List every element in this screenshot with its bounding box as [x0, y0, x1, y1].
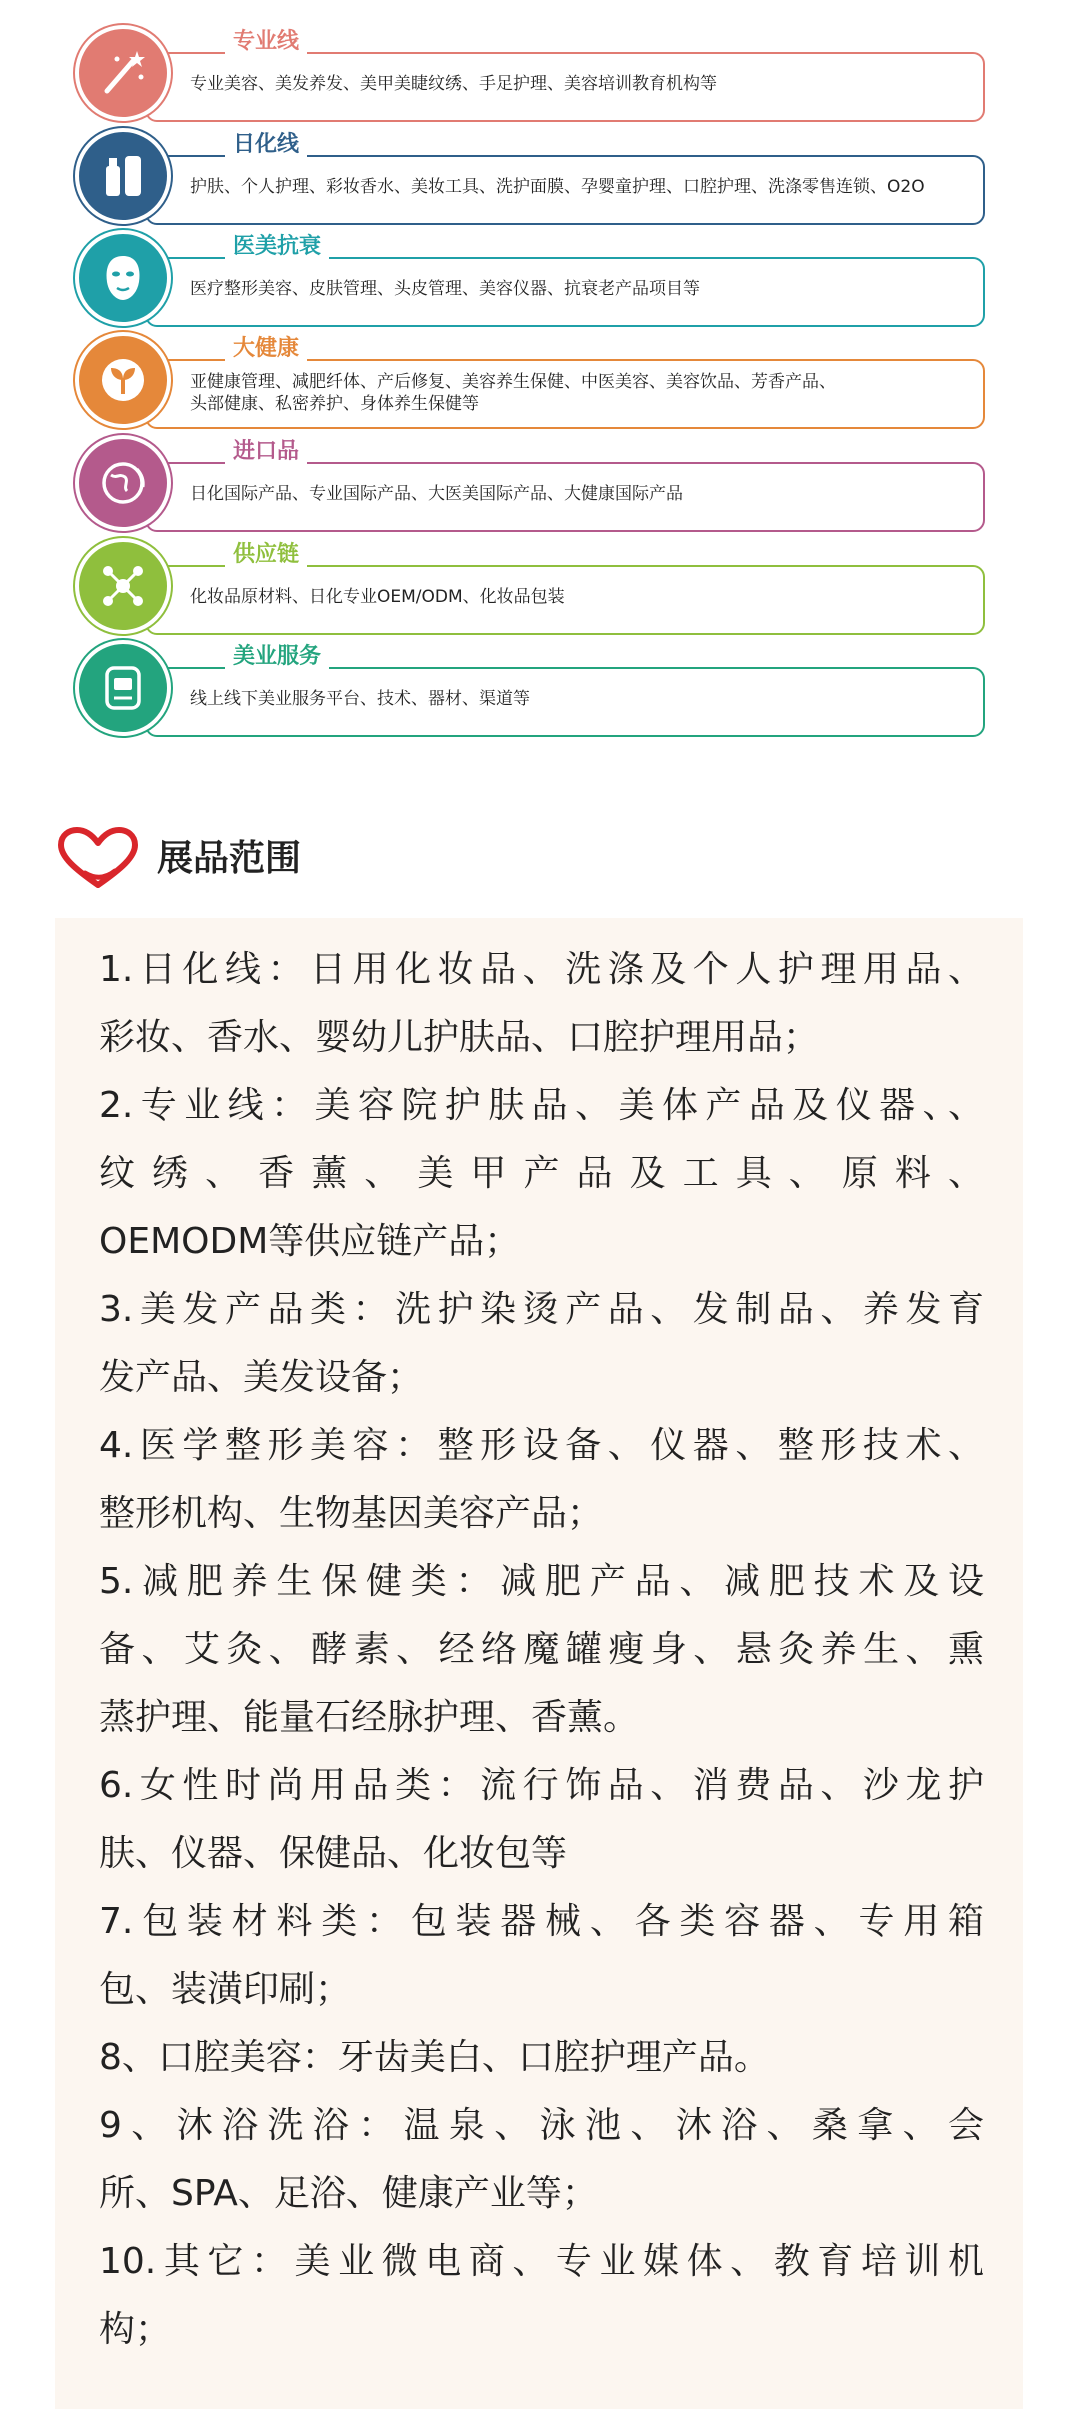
category-desc-line: 亚健康管理、减肥纤体、产后修复、美容养生保健、中医美容、美容饮品、芳香产品、: [190, 372, 836, 392]
globe-icon: [75, 435, 171, 531]
category-desc: [190, 371, 980, 415]
category-supply-chain: [75, 538, 995, 642]
scope-line: 肤、仪器、保健品、化妆包等: [99, 1833, 568, 1874]
category-title: 大健康: [225, 332, 307, 366]
section-title: 展品范围: [157, 838, 302, 879]
category-daily-chemical: [75, 128, 995, 232]
network-icon: [75, 538, 171, 634]
section-heading: [55, 825, 555, 895]
scope-line: 8、口腔美容：牙齿美白、口腔护理产品。: [99, 2037, 770, 2078]
category-title: 医美抗衰: [225, 230, 329, 264]
exhibit-scope-panel: [55, 918, 1023, 2409]
scope-line: 2.专业线：美容院护肤品、美体产品及仪器、、: [99, 1085, 984, 1126]
cosmetic-bottles-icon: [75, 128, 171, 224]
category-desc: 线上线下美业服务平台、技术、器材、渠道等: [190, 689, 530, 709]
category-title: 日化线: [225, 128, 307, 162]
service-icon: [75, 640, 171, 736]
scope-line: 7.包装材料类：包装器械、各类容器、专用箱: [99, 1901, 984, 1942]
heart-icon: [55, 827, 141, 891]
sprout-icon: [75, 332, 171, 428]
category-title: 供应链: [225, 538, 307, 572]
category-health: [75, 332, 995, 436]
category-beauty-service: [75, 640, 995, 744]
scope-line: 包、装潢印刷；: [99, 1969, 352, 2010]
scope-line: 6.女性时尚用品类：流行饰品、消费品、沙龙护: [99, 1765, 984, 1806]
scope-line: 3.美发产品类：洗护染烫产品、发制品、养发育: [99, 1289, 984, 1330]
category-desc: 日化国际产品、专业国际产品、大医美国际产品、大健康国际产品: [190, 484, 683, 504]
scope-line: 10.其它：美业微电商、专业媒体、教育培训机: [99, 2241, 984, 2282]
scope-line: 纹绣、香薰、美甲产品及工具、原料、: [99, 1153, 984, 1194]
scope-line: 5.减肥养生保健类：减肥产品、减肥技术及设: [99, 1561, 984, 1602]
category-desc: 护肤、个人护理、彩妆香水、美妆工具、洗护面膜、孕婴童护理、口腔护理、洗涤零售连锁、O2O: [190, 177, 925, 197]
category-desc: 专业美容、美发养发、美甲美睫纹绣、手足护理、美容培训教育机构等: [190, 74, 717, 94]
scope-line: 4.医学整形美容：整形设备、仪器、整形技术、: [99, 1425, 984, 1466]
category-desc-line: 头部健康、私密养护、身体养生保健等: [190, 394, 479, 414]
scope-line: 蒸护理、能量石经脉护理、香薰。: [99, 1697, 640, 1738]
category-desc: 医疗整形美容、皮肤管理、头皮管理、美容仪器、抗衰老产品项目等: [190, 279, 700, 299]
scope-line: 1.日化线：日用化妆品、洗涤及个人护理用品、: [99, 949, 984, 990]
scope-line: 构；: [99, 2309, 172, 2350]
category-title: 专业线: [225, 25, 307, 59]
scope-line: 9、沐浴洗浴：温泉、泳池、沐浴、桑拿、会: [99, 2105, 984, 2146]
scope-line: 彩妆、香水、婴幼儿护肤品、口腔护理用品；: [99, 1017, 820, 1058]
category-title: 美业服务: [225, 640, 329, 674]
scope-line: 备、艾灸、酵素、经络魔罐瘦身、悬灸养生、熏: [99, 1629, 984, 1670]
scope-line: 整形机构、生物基因美容产品；: [99, 1493, 604, 1534]
category-imported: [75, 435, 995, 539]
face-mask-icon: [75, 230, 171, 326]
scope-line: 发产品、美发设备；: [99, 1357, 424, 1398]
scope-line: 所、SPA、足浴、健康产业等；: [99, 2173, 598, 2214]
magic-wand-icon: [75, 25, 171, 121]
category-medical-aesthetics: [75, 230, 995, 334]
scope-line: OEMODM等供应链产品；: [99, 1221, 521, 1262]
category-professional: [75, 25, 995, 129]
category-title: 进口品: [225, 435, 307, 469]
category-desc: 化妆品原材料、日化专业OEM/ODM、化妆品包装: [190, 587, 565, 607]
